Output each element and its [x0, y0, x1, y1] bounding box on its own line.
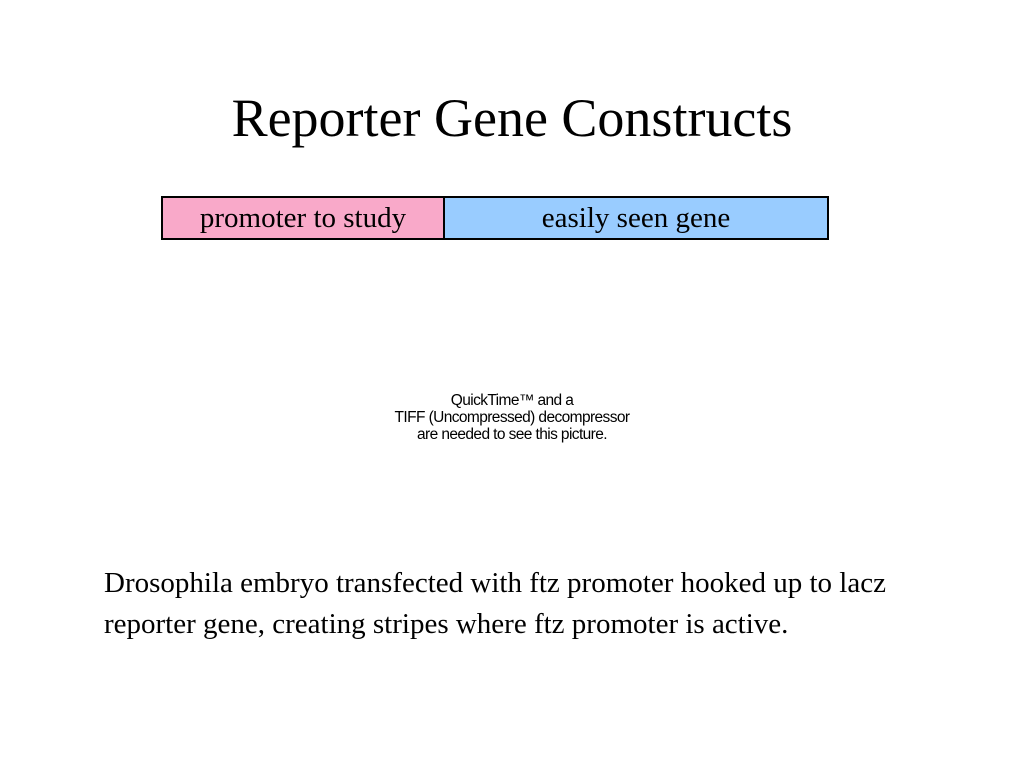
placeholder-line: TIFF (Uncompressed) decompressor [394, 409, 630, 426]
placeholder-line: are needed to see this picture. [417, 426, 607, 443]
figure-caption: Drosophila embryo transfected with ftz promoter hooked up to lacz reporter gene, creating stripes where ftz promoter is active. [104, 567, 886, 640]
promoter-segment: promoter to study [163, 198, 445, 238]
slide-title: Reporter Gene Constructs [231, 88, 793, 148]
placeholder-line: QuickTime™ and a [450, 392, 574, 409]
missing-image-placeholder [312, 392, 712, 443]
reporter-construct-diagram [161, 196, 829, 240]
reporter-gene-segment: easily seen gene [445, 198, 827, 238]
